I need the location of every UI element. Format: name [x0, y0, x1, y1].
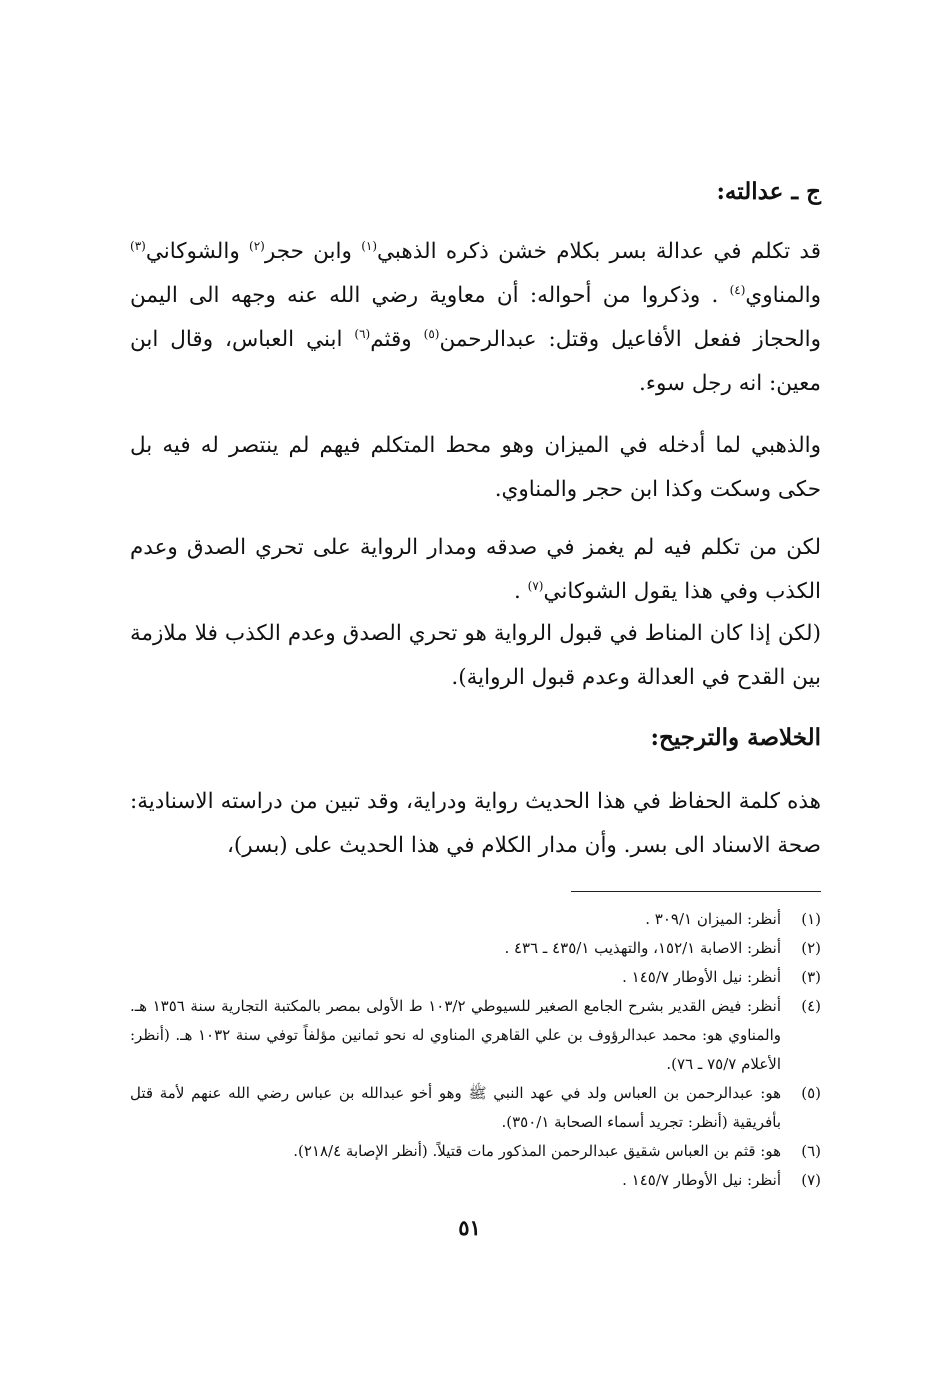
paragraph-text: والشوكاني	[145, 239, 250, 264]
footnote-marker-2: (٢)	[249, 238, 265, 253]
footnote-text: هو: قثم بن العباس شقيق عبدالرحمن المذكور مات قتيلاً. (أنظر الإصابة ٢١٨/٤).	[293, 1142, 781, 1160]
paragraph-text: لكن من تكلم فيه لم يغمز في صدقه ومدار الرواية على تحري الصدق وعدم الكذب وفي هذا يقول الشوكاني	[130, 535, 821, 604]
footnote-text: أنظر: الاصابة ١٥٢/١، والتهذيب ٤٣٥/١ ـ ٤٣٦ .	[504, 939, 781, 957]
paragraph-adala-quote: (لكن إذا كان المناط في قبول الرواية هو تحري الصدق وعدم الكذب فلا ملازمة بين القدح في العدالة وعدم قبول الرواية).	[130, 621, 821, 690]
section-heading-khulasa: الخلاصة والترجيح:	[650, 724, 821, 751]
footnote-number: (٣)	[801, 968, 821, 986]
paragraph-text: والمناوي	[745, 283, 821, 308]
footnote-number: (٢)	[801, 939, 821, 957]
footnote-number: (٤)	[801, 997, 821, 1015]
footnote-text: أنظر: نيل الأوطار ١٤٥/٧ .	[622, 1171, 781, 1189]
footnote-marker-3: (٣)	[130, 238, 146, 253]
footnotes-list	[130, 905, 821, 1195]
paragraph-text: وابن حجر	[264, 239, 362, 264]
footnote-item	[130, 1137, 821, 1166]
footnote-number: (٧)	[801, 1171, 821, 1189]
footnote-item	[130, 1079, 821, 1137]
footnote-number: (٥)	[801, 1084, 821, 1102]
footnote-item	[130, 1166, 821, 1195]
paragraph-text: قد تكلم في عدالة بسر بكلام خشن ذكره الذهبي	[377, 239, 821, 264]
paragraph-khulasa: هذه كلمة الحفاظ في هذا الحديث رواية ودراية، وقد تبين من دراسته الاسنادية: صحة الاسناد الى بسر. وأن مدار الكلام في هذا الحديث على (بسر)،	[130, 789, 821, 858]
footnote-marker-4: (٤)	[729, 282, 746, 297]
footnote-item	[130, 992, 821, 1079]
footnote-marker-1: (١)	[361, 238, 378, 253]
paragraph-adala-1	[130, 230, 821, 406]
footnote-item	[130, 963, 821, 992]
paragraph-adala-3	[130, 526, 821, 614]
paragraph-adala-2: والذهبي لما أدخله في الميزان وهو محط المتكلم فيهم لم ينتصر له فيه بل حكى وسكت وكذا ابن حجر والمناوي.	[130, 433, 821, 502]
footnote-text: هو: عبدالرحمن بن العباس ولد في عهد النبي ﷺ وهو أخو عبدالله بن عباس رضي الله عنهم لأمة قتل بأفريقية (أنظر: تجريد أسماء الصحابة ٣٥٠/١).	[130, 1084, 781, 1131]
section-heading-adala: ج ـ عدالته:	[716, 178, 821, 205]
footnote-text: أنظر: فيض القدير بشرح الجامع الصغير للسيوطي ١٠٣/٢ ط الأولى بمصر بالمكتبة التجارية سنة ١٣٥٦ هـ. والمناوي هو: محمد عبدالرؤوف بن علي القاهري المناوي له نحو ثمانين مؤلفاً توفي سنة ١٠٣٢ هـ. (أنظر: الأعلام ٧٥/٧ ـ ٧٦).	[130, 997, 781, 1073]
footnote-item	[130, 934, 821, 963]
page-number: ٥١	[458, 1215, 481, 1240]
footnote-marker-6: (٦)	[354, 326, 371, 341]
footnote-text: أنظر: نيل الأوطار ١٤٥/٧ .	[622, 968, 781, 986]
paragraph-text: .	[513, 579, 528, 604]
footnote-text: أنظر: الميزان ٣٠٩/١ .	[645, 910, 781, 928]
footnote-number: (٦)	[801, 1142, 821, 1160]
footnote-divider	[571, 891, 821, 892]
footnote-marker-7: (٧)	[527, 578, 544, 593]
paragraph-text: ابني العباس، وقال ابن معين: انه رجل سوء.	[130, 327, 821, 396]
paragraph-text: . وذكروا من أحواله: أن معاوية رضي الله عنه وجهه الى اليمن والحجاز ففعل الأفاعيل وقتل: عبدالرحمن	[130, 283, 822, 352]
footnote-item	[130, 905, 821, 934]
paragraph-text: وقثم	[370, 327, 424, 352]
footnote-marker-5: (٥)	[423, 326, 440, 341]
footnote-number: (١)	[801, 910, 821, 928]
